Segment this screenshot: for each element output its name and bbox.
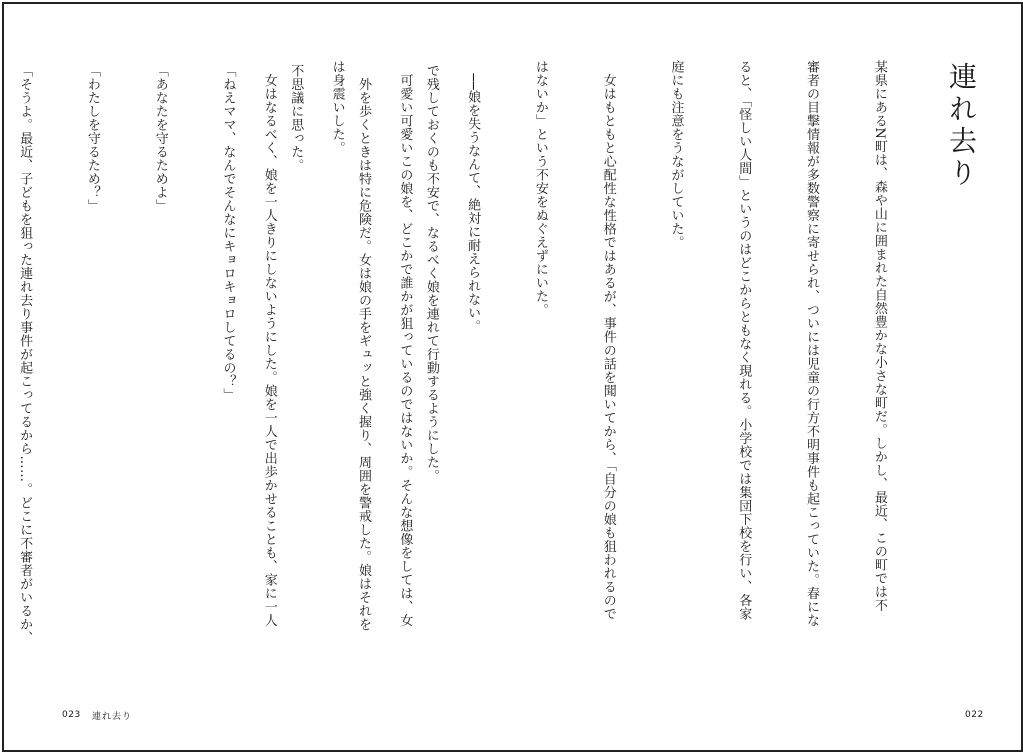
text-line: 某県にあるN町は、森や山に囲まれた自然豊かな小さな町だ。しかし、最近、この町では不 <box>871 60 887 612</box>
text-line: は身震いした。 <box>329 60 345 155</box>
text-line: 可愛い可愛いこの娘を、どこかで誰かが狙っているのではないか。そんな想像をしては、女 <box>397 60 413 627</box>
text-line: はないか」という不安をぬぐえずにいた。 <box>532 60 548 317</box>
text-line: 「ねえママ、なんでそんなにキョロキョロしてるの？」 <box>220 64 236 402</box>
text-line: 「わたしを守るため？」 <box>84 64 100 213</box>
text-line: 外を歩くときは特に危険だ。女は娘の手をギュッと強く握り、周囲を警戒した。娘はそれを <box>356 64 372 631</box>
text-line: 女はもともと心配性な性格ではあるが、事件の話を聞いてから、「自分の娘も狙われるので <box>600 60 616 621</box>
running-head: 連れ去り <box>92 712 133 722</box>
book-spread <box>2 2 1023 752</box>
page-number-left: 023 <box>62 710 81 720</box>
text-line: 不思議に思った。 <box>288 64 304 172</box>
text-line: 「あなたを守るためよ」 <box>152 64 168 213</box>
chapter-title: 連れ去り <box>945 62 978 190</box>
text-line: 庭にも注意をうながしていた。 <box>668 60 684 249</box>
text-line: で残しておくのも不安で、なるべく娘を連れて行動するようにした。 <box>423 64 439 483</box>
page-number-right: 022 <box>965 710 984 720</box>
text-line: ると、「怪しい人間」というのはどこからともなく現れる。小学校では集団下校を行い、各家 <box>736 60 752 621</box>
text-line: 「そうよ。最近、子どもを狙った連れ去り事件が起こってるから……。どこに不審者がいるか、 <box>17 64 33 645</box>
text-line: 女はなるべく、娘を一人きりにしないようにした。娘を一人で出歩かせることも、家に一人 <box>261 60 277 627</box>
text-line: ──娘を失うなんて、絶対に耐えられない。 <box>465 60 481 334</box>
text-line: 審者の目撃情報が多数警察に寄せられ、ついには児童の行方不明事件も起こっていた。春にな <box>804 60 820 627</box>
